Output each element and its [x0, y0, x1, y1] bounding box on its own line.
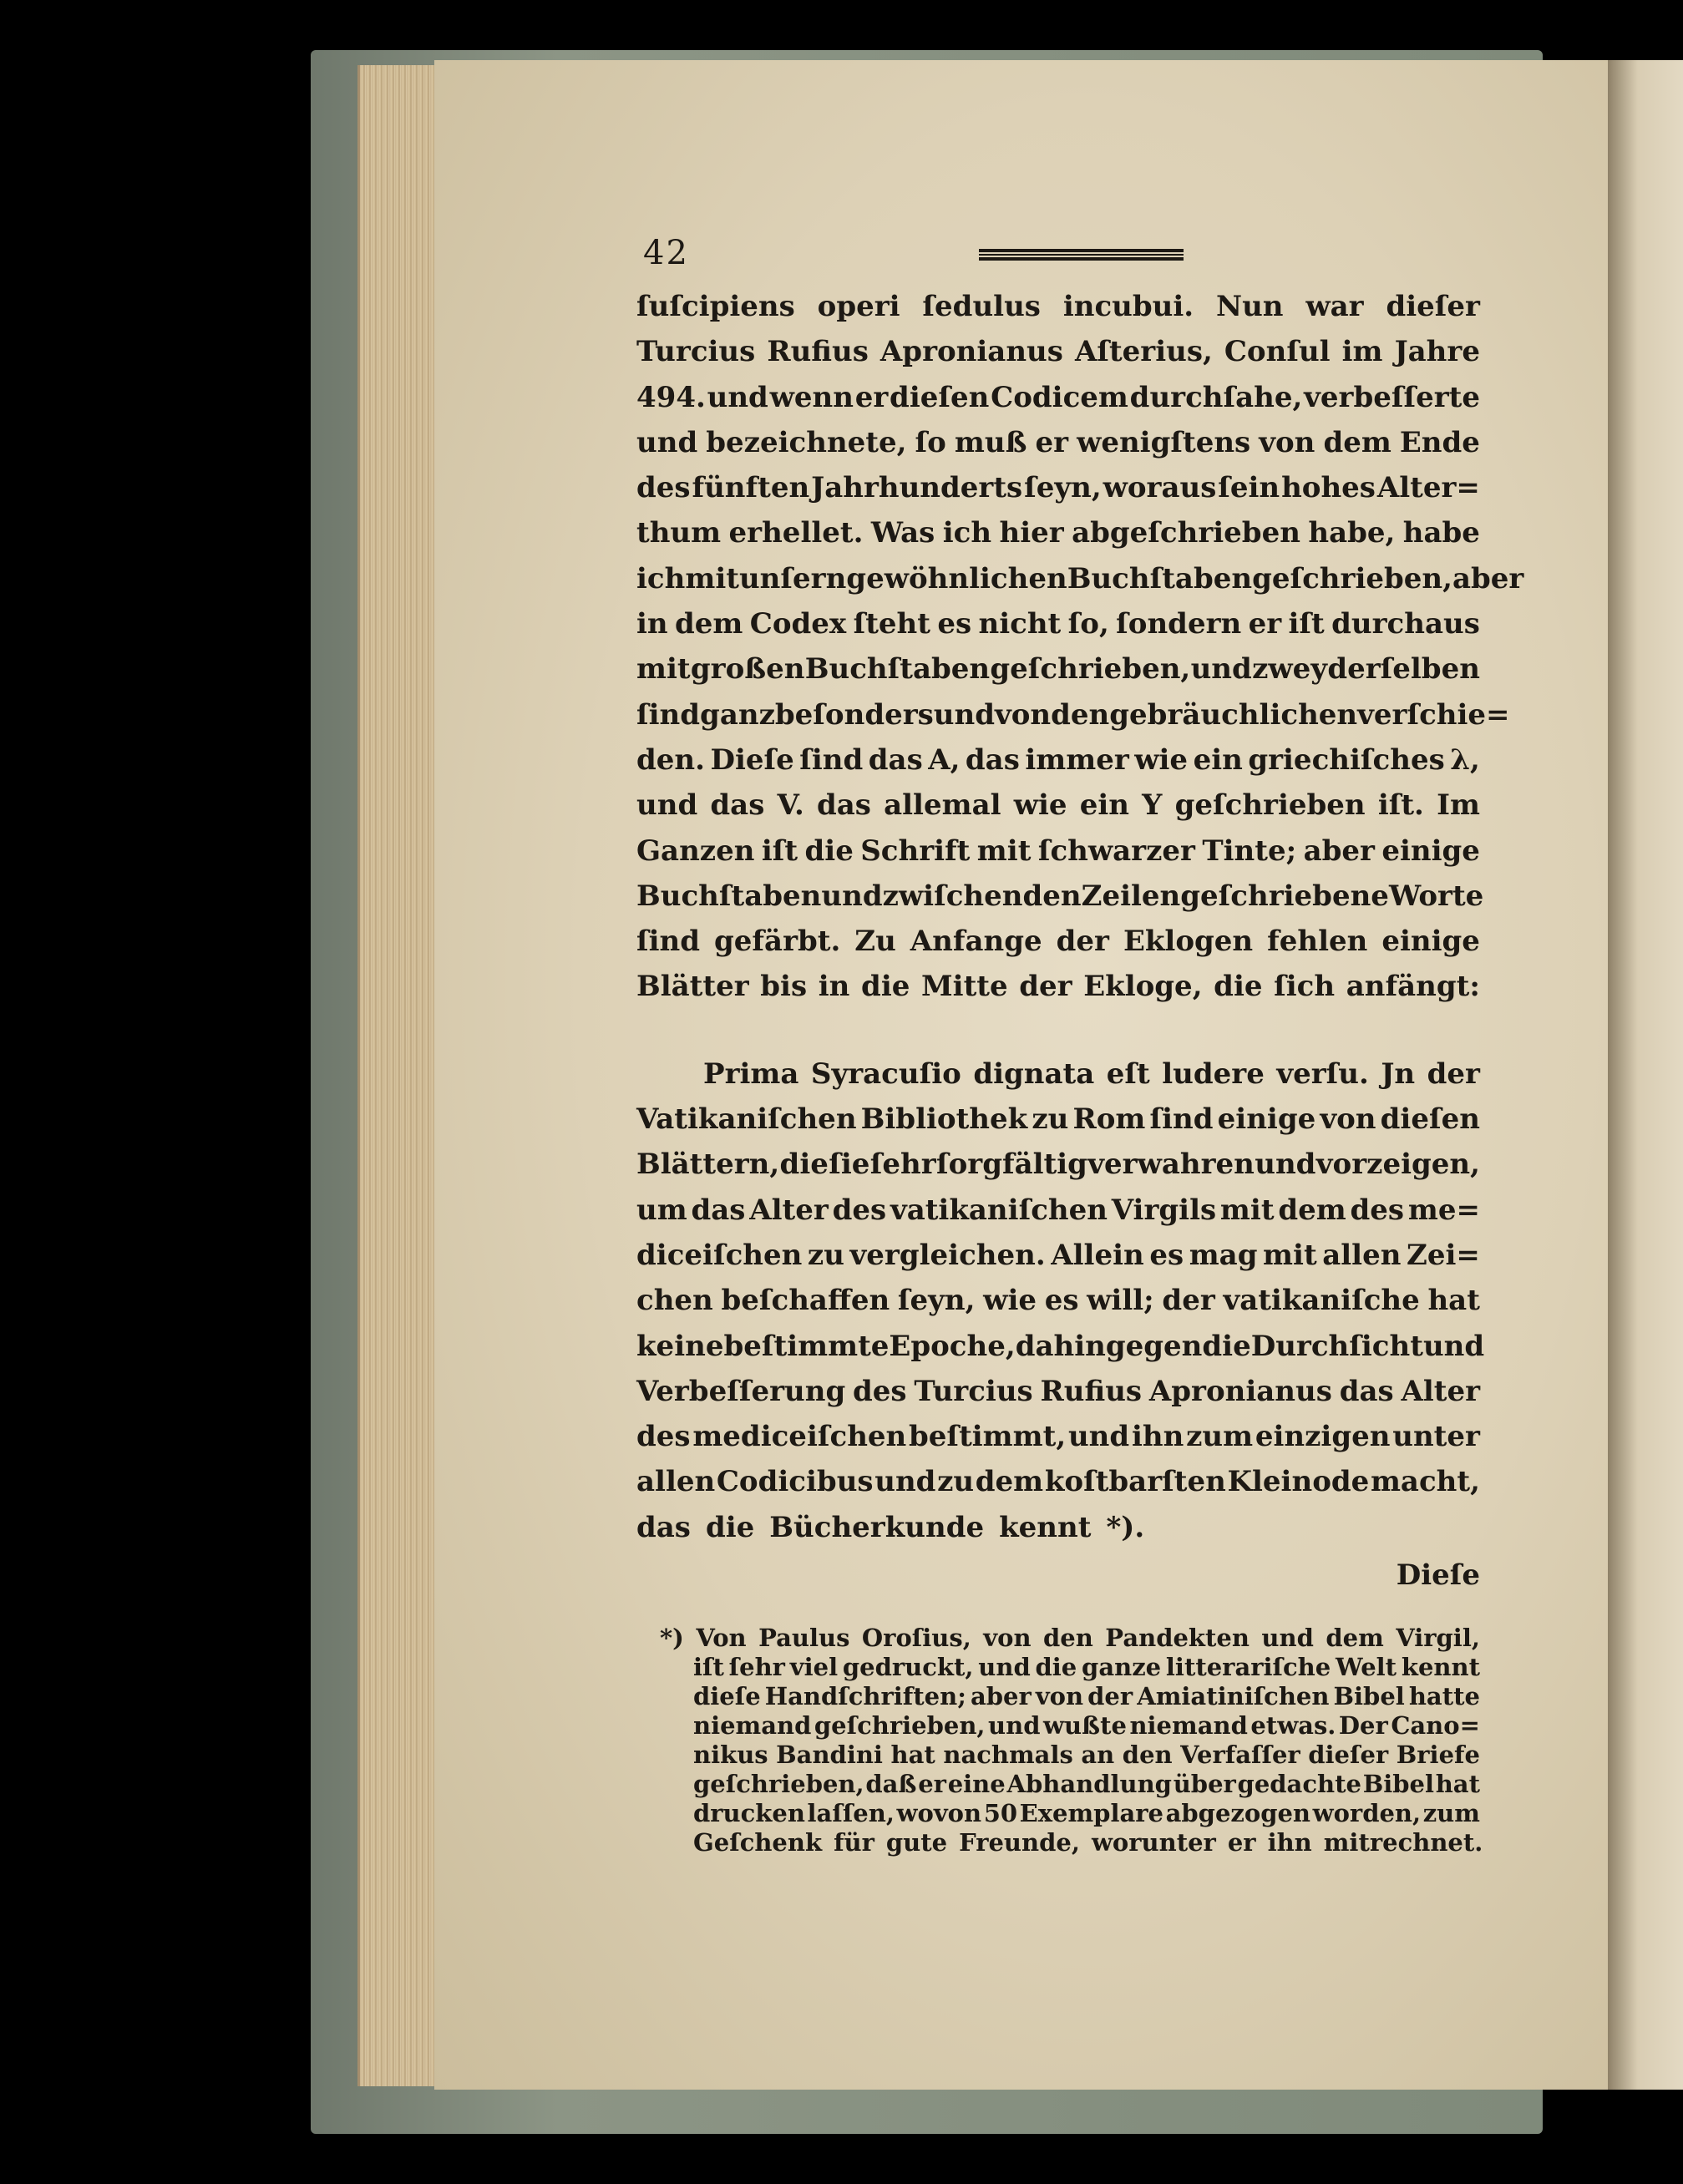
paragraph2-line: diceiſchen zu vergleichen. Allein es mag mit allen Zei=	[636, 1238, 1480, 1272]
paragraph1-line: den. Dieſe ſind das A, das immer wie ein griechiſches λ,	[636, 742, 1480, 777]
paragraph1-line: ich mit unſern gewöhnlichen Buchſtaben geſchrieben, aber	[636, 561, 1524, 595]
paragraph2-line: Blättern, die ſie ſehr ſorgfältig verwahren und vorzeigen,	[636, 1148, 1480, 1182]
paragraph2-line: das die Bücherkunde kennt *).	[636, 1510, 1145, 1544]
paragraph1-line: in dem Codex ſteht es nicht ſo, ſondern er iſt durchaus	[636, 607, 1480, 641]
paragraph2-line: Vatikaniſchen Bibliothek zu Rom ſind einige von dieſen	[636, 1102, 1480, 1137]
paragraph1-line: Ganzen iſt die Schrift mit ſchwarzer Tinte; aber einige	[636, 834, 1480, 868]
catchword: Dieſe	[1396, 1558, 1480, 1593]
paragraph2-line: Verbeſſerung des Turcius Rufius Apronianus das Alter	[636, 1374, 1480, 1408]
paragraph1-line: Blätter bis in die Mitte der Ekloge, die ſich anfängt:	[636, 970, 1480, 1004]
next-page-edge	[1608, 60, 1683, 2090]
paragraph1-line: des fünften Jahrhunderts ſeyn, woraus ſein hohes Alter=	[636, 471, 1480, 505]
footnote-line: nikus Bandini hat nachmals an den Verfaſſer dieſer Briefe	[693, 1741, 1480, 1770]
paragraph2-line: des mediceiſchen beſtimmt, und ihn zum einzigen unter	[636, 1420, 1480, 1454]
paragraph2-line: Prima Syracuſio dignata eſt ludere verſu. Jn der	[703, 1057, 1480, 1091]
paragraph1-line: Turcius Rufius Apronianus Aſterius, Conſul im Jahre	[636, 335, 1480, 369]
footnote-line: iſt ſehr viel gedruckt, und die ganze litterariſche Welt kennt	[693, 1653, 1480, 1682]
paragraph1-line: ſind gefärbt. Zu Anfange der Eklogen fehlen einige	[636, 925, 1480, 959]
paragraph2-line: allen Codicibus und zu dem koſtbarſten Kleinode macht,	[636, 1465, 1480, 1499]
footnote	[636, 1624, 1483, 1857]
paragraph1-line: ſind ganz beſonders und von den gebräuchlichen verſchie=	[636, 697, 1510, 732]
paragraph1-line: thum erhellet. Was ich hier abgeſchrieben habe, habe	[636, 516, 1480, 550]
paragraph1-line: Buchſtaben und zwiſchen den Zeilen geſchriebene Worte	[636, 879, 1484, 913]
footnote-line: geſchrieben, daß er eine Abhandlung über gedachte Bibel hat	[693, 1770, 1480, 1799]
paragraph1-line: mit großen Buchſtaben geſchrieben, und zwey derſelben	[636, 652, 1480, 687]
footnote-line: drucken laſſen, wovon 50 Exemplare abgezogen worden, zum	[693, 1799, 1480, 1828]
paragraph1-line: ſuſcipiens operi ſedulus incubui. Nun war dieſer	[636, 290, 1480, 323]
footnote-line: niemand geſchrieben, und wußte niemand etwas. Der Cano=	[693, 1711, 1480, 1741]
footnote-line: dieſe Handſchriften; aber von der Amiatiniſchen Bibel hatte	[693, 1682, 1480, 1711]
footnote-line: *) Von Paulus Oroſius, von den Pandekten und dem Virgil,	[660, 1624, 1480, 1653]
footnote-line: Geſchenk für gute Freunde, worunter er ihn mitrechnet.	[693, 1828, 1483, 1857]
paragraph2-line: keine beſtimmte Epoche, dahingegen die Durchſicht und	[636, 1329, 1485, 1363]
page-content	[636, 234, 1524, 1857]
paragraph-gap	[636, 1010, 1480, 1051]
paragraph1-line: und das V. das allemal wie ein Y geſchrieben iſt. Im	[636, 788, 1480, 823]
paragraph1-line: 494. und wenn er dieſen Codicem durchſahe, verbeſſerte	[636, 380, 1480, 414]
header-rule	[979, 249, 1184, 261]
paragraph-1	[636, 284, 1524, 1010]
paragraph2-line: chen beſchaffen ſeyn, wie es will; der vatikaniſche hat	[636, 1284, 1480, 1318]
page-edges	[357, 65, 444, 2086]
paragraph2-line: um das Alter des vatikaniſchen Virgils mit dem des me=	[636, 1193, 1480, 1227]
paragraph-2	[636, 1051, 1485, 1550]
running-header	[636, 234, 1480, 284]
paragraph1-line: und bezeichnete, ſo muß er wenigſtens von dem Ende	[636, 425, 1480, 459]
page-number: 42	[643, 234, 689, 272]
